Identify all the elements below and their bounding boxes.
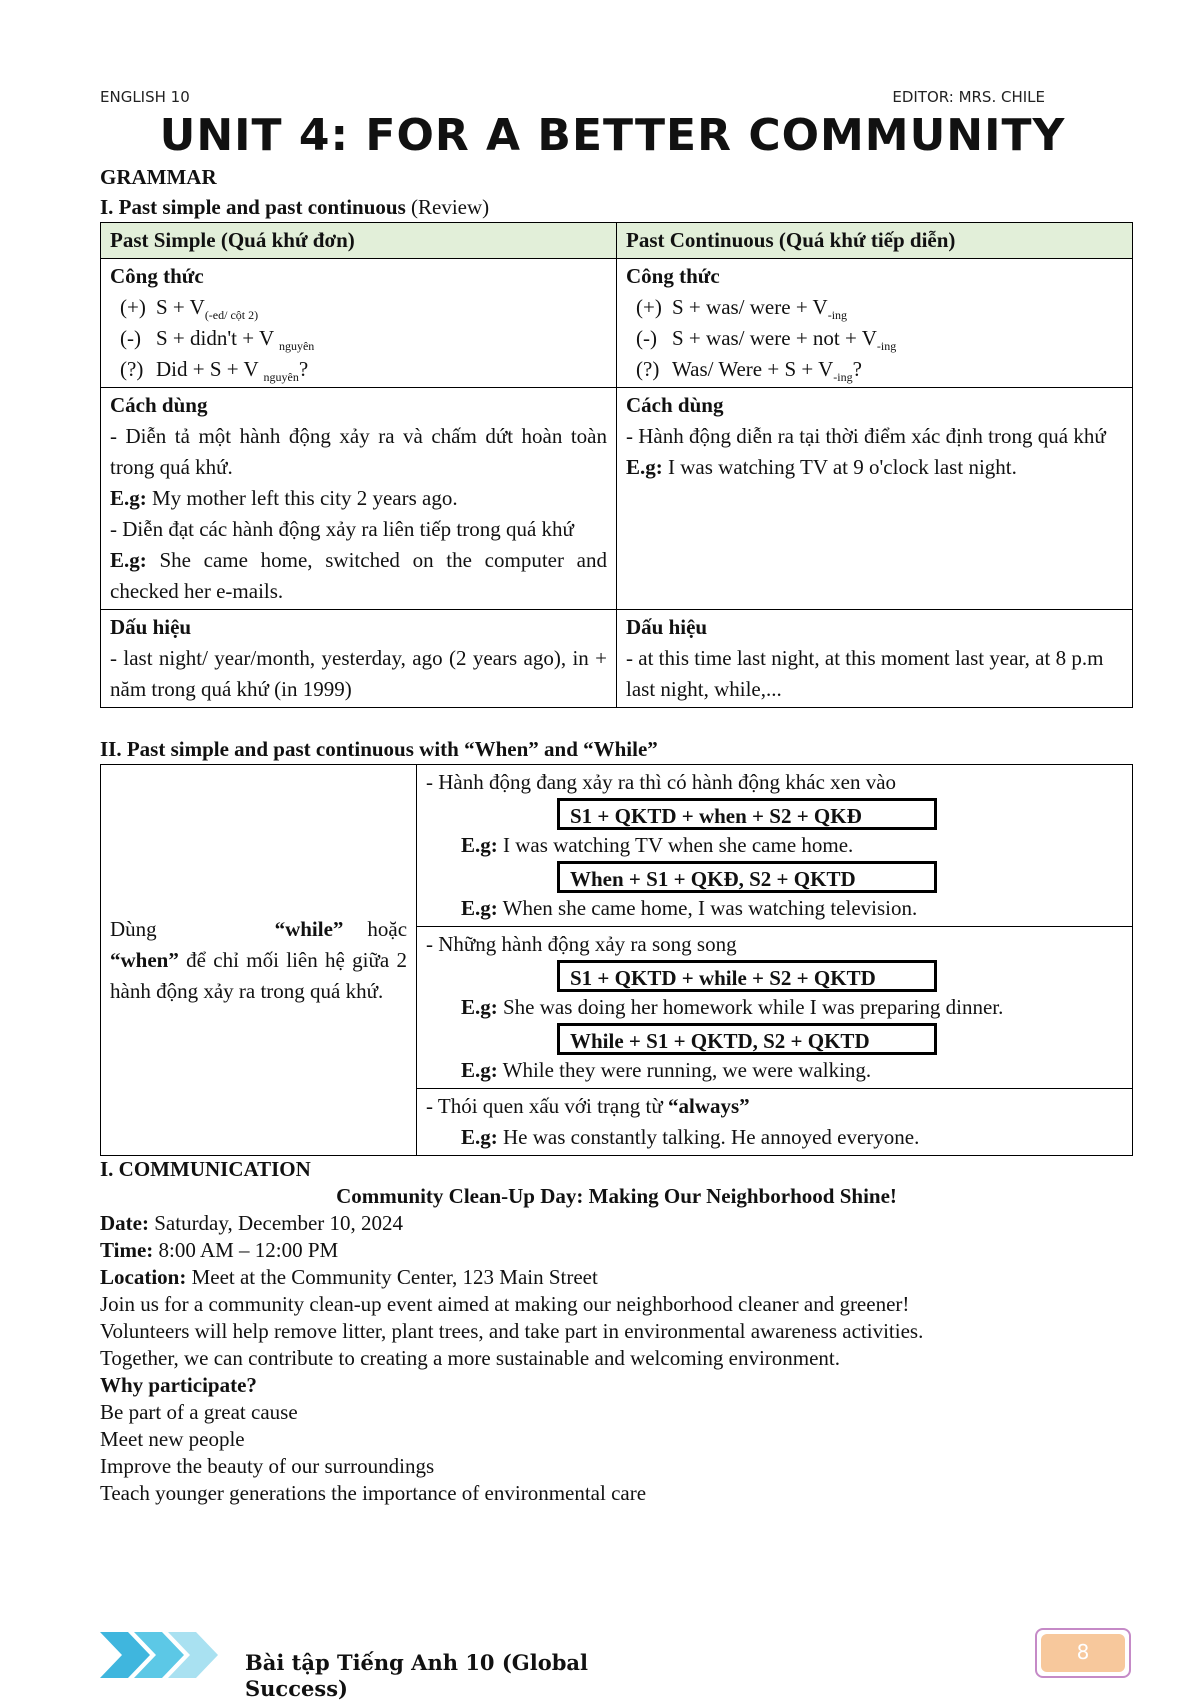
page-number: 8 (1041, 1634, 1125, 1672)
signal-label: Dấu hiệu (110, 615, 192, 639)
tense-table (100, 222, 1133, 708)
formula-label: Công thức (110, 264, 204, 288)
section1-title: I. Past simple and past continuous (100, 195, 406, 219)
table-row-usage (101, 388, 1133, 610)
event-title: Community Clean-Up Day: Making Our Neighborhood Shine! (336, 1184, 897, 1208)
chevron-arrows-icon (100, 1628, 230, 1682)
unit-title: UNIT 4: FOR A BETTER COMMUNITY (159, 110, 1066, 161)
formula-box-while-1: S1 + QKTD + while + S2 + QKTD (557, 960, 937, 992)
list-item: Teach younger generations the importance of environmental care (100, 1481, 647, 1505)
pc-formula-question: (?) Was/ Were + $S + V_{-ing}$? (636, 357, 862, 385)
ps-formula-positive: (+) $S + V_{(-ed/ cột 2)}$ (120, 295, 259, 323)
formula-box-when-1: S1 + QKTD + when + S2 + QKĐ (557, 798, 937, 830)
event-paragraph-2: Volunteers will help remove litter, plant trees, and take part in environmental awareness activities. (100, 1319, 924, 1343)
page-header (100, 88, 1133, 110)
formula-box-when-2: When + S1 + QKĐ, S2 + QKTD (557, 861, 937, 893)
ps-example-2: E.g: She came home, switched on the computer and checked her e-mails. (110, 548, 607, 603)
pc-usage-1: - Hành động diễn ra tại thời điểm xác định trong quá khứ (626, 424, 1106, 448)
formula-box-while-2: While + S1 + QKTD, S2 + QKTD (557, 1023, 937, 1055)
event-date: Date: Saturday, December 10, 2024 (100, 1211, 404, 1235)
ps-formula-question: (?) Did + S + V $_{nguyên}$? (120, 357, 309, 385)
ps-example-1: E.g: My mother left this city 2 years ago. (110, 486, 458, 510)
bad-habit-desc: - Thói quen xấu với trạng từ “always” (426, 1094, 750, 1118)
example-while-2: E.g: While they were running, we were walking. (461, 1058, 872, 1082)
list-item: Improve the beauty of our surroundings (100, 1454, 435, 1478)
interrupted-desc: - Hành động đang xảy ra thì có hành động khác xen vào (426, 770, 897, 794)
list-item: Meet new people (100, 1427, 245, 1451)
section1-heading (100, 192, 1133, 222)
when-while-explanation: Dùng “while” hoặc “when” để chỉ mối liên hệ giữa 2 hành động xảy ra trong quá khứ. (101, 765, 417, 1156)
event-location: Location: Meet at the Community Center, 123 Main Street (100, 1265, 598, 1289)
ps-formula-negative: (-) S + didn't + V $_{nguyên}$ (120, 326, 315, 354)
bad-habit-cell (417, 1089, 1133, 1156)
usage-label: Cách dùng (626, 393, 724, 417)
header-course: ENGLISH 10 (100, 88, 190, 106)
table-row-formula (101, 259, 1133, 388)
example-when-2: E.g: When she came home, I was watching television. (461, 896, 918, 920)
usage-label: Cách dùng (110, 393, 208, 417)
event-paragraph-1: Join us for a community clean-up event aimed at making our neighborhood cleaner and greener! (100, 1292, 910, 1316)
document-page (100, 88, 1133, 1507)
interrupted-action-cell (417, 765, 1133, 927)
page-number-badge (1035, 1628, 1131, 1678)
list-item: Be part of a great cause (100, 1400, 298, 1424)
ps-usage-2: - Diễn đạt các hành động xảy ra liên tiếp trong quá khứ (110, 517, 574, 541)
example-always: E.g: He was constantly talking. He annoyed everyone. (461, 1125, 920, 1149)
footer-book-title: Bài tập Tiếng Anh 10 (Global Success) (245, 1650, 588, 1701)
pc-example-1: E.g: I was watching TV at 9 o'clock last night. (626, 455, 1017, 479)
table-head-past-simple: Past Simple (Quá khứ đơn) (101, 223, 617, 259)
header-editor: EDITOR: MRS. CHILE (892, 88, 1045, 106)
table-row-signal (101, 610, 1133, 708)
pc-formula-negative: (-) S + was/ were + not + $V_{-ing}$ (636, 326, 897, 354)
parallel-desc: - Những hành động xảy ra song song (426, 932, 737, 956)
event-time: Time: 8:00 AM – 12:00 PM (100, 1238, 339, 1262)
ps-usage-1: - Diễn tả một hành động xảy ra và chấm dứt hoàn toàn trong quá khứ. (110, 424, 607, 479)
formula-label: Công thức (626, 264, 720, 288)
example-when-1: E.g: I was watching TV when she came home. (461, 833, 854, 857)
signal-label: Dấu hiệu (626, 615, 708, 639)
ps-signal: - last night/ year/month, yesterday, ago (2 years ago), in + năm trong quá khứ (in 1999) (110, 646, 607, 701)
communication-heading: I. COMMUNICATION (100, 1157, 311, 1181)
section1-note: (Review) (411, 195, 490, 219)
page-footer (100, 1628, 1133, 1701)
parallel-action-cell (417, 927, 1133, 1089)
when-while-table (100, 764, 1133, 1156)
table-head-past-continuous: Past Continuous (Quá khứ tiếp diễn) (617, 223, 1133, 259)
event-paragraph-3: Together, we can contribute to creating a more sustainable and welcoming environment. (100, 1346, 841, 1370)
pc-formula-positive: (+) S + was/ were + $V_{-ing}$ (636, 295, 848, 323)
grammar-heading: GRAMMAR (100, 165, 217, 189)
why-participate-heading: Why participate? (100, 1373, 257, 1397)
pc-signal: - at this time last night, at this moment last year, at 8 p.m last night, while,... (626, 646, 1104, 701)
example-while-1: E.g: She was doing her homework while I was preparing dinner. (461, 995, 1004, 1019)
section2-heading: II. Past simple and past continuous with “When” and “While” (100, 737, 658, 761)
